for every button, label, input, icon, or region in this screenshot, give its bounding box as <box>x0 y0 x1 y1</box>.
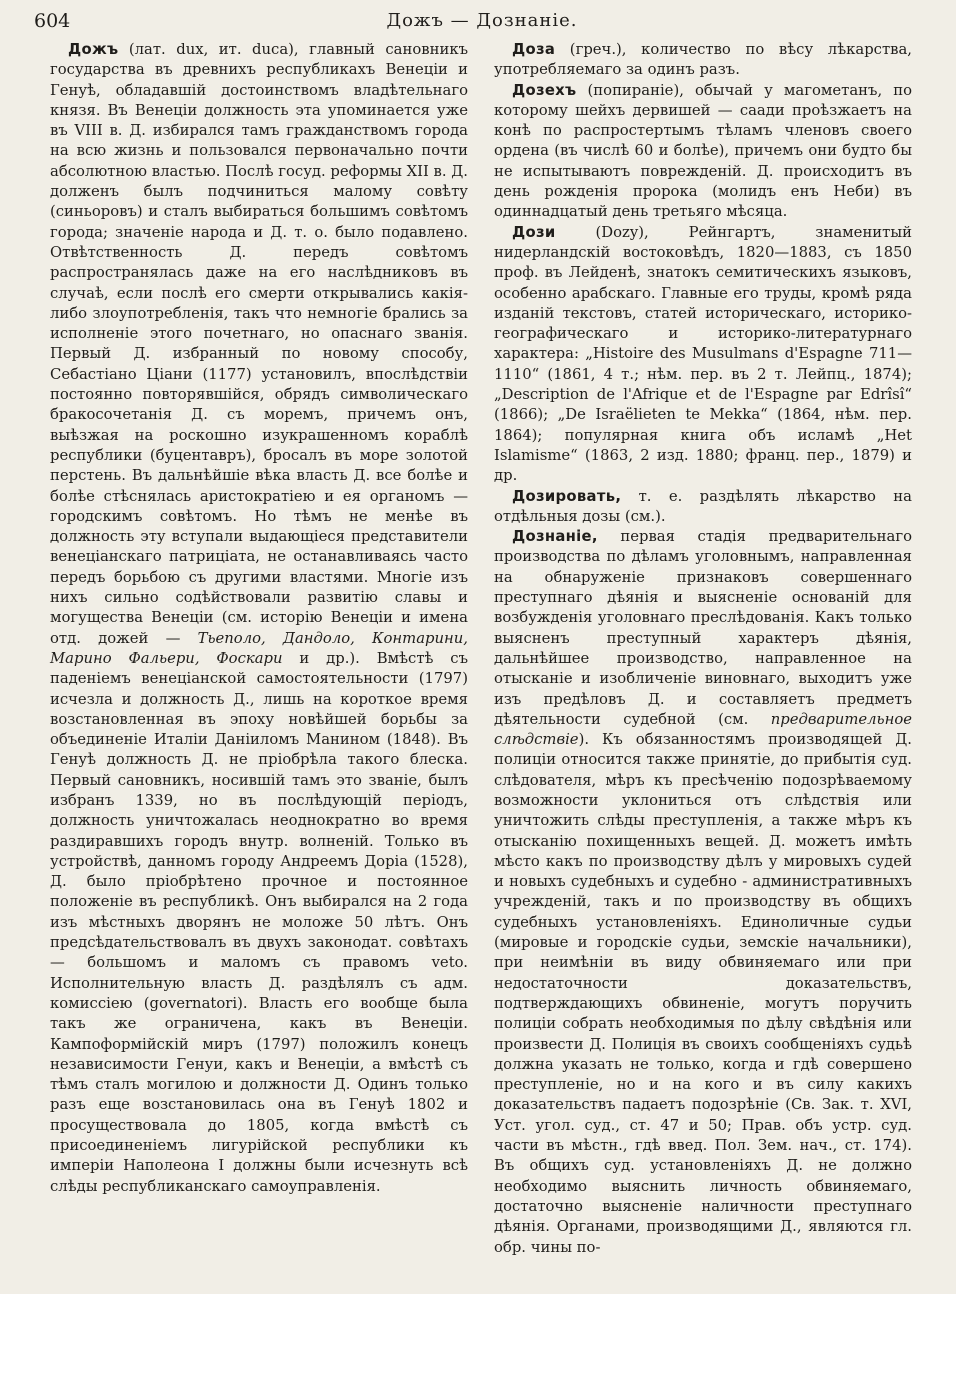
page-number: 604 <box>34 10 71 32</box>
entry-text: (греч.), количество по вѣсу лѣкарства, употребляемаго за одинъ разъ. <box>494 41 912 79</box>
entry-italic: предварительное слѣдствіе <box>494 710 912 749</box>
entry-text: (лат. dux, ит. duca), главный сановникъ государства въ древнихъ республикахъ Венеціи и Генуѣ, обладавшій достоинствомъ владѣтельнаго князя. Въ Венеціи должность эта упоминается уже въ VIII в. Д. избирался тамъ гражданствомъ города на всю жизнь и пользовался первоначально почти абсолютною властью. Послѣ госуд. реформы XII в. Д. долженъ былъ подчиниться малому совѣту (синьоровъ) и сталъ выбираться большимъ совѣтомъ города; значеніе народа и Д. т. о. было подавлено. Отвѣтственность Д. передъ совѣтомъ распространялась даже на его наслѣдниковъ въ случаѣ, если послѣ его смерти открывались какія-либо злоупотребленія, такъ что немногіе брались за исполненіе этого почетнаго, но опаснаго званія. Первый Д. избранный по новому способу, Себастіано Ціани (1177) установилъ, впослѣдствіи постоянно повторявшійся, обрядъ символическаго бракосочетанія Д. съ моремъ, причемъ онъ, выѣзжая на роскошно изукрашенномъ кораблѣ республики (буцентавръ), бросалъ въ море золотой перстень. Въ дальнѣйшіе вѣка власть Д. все болѣе и болѣе стѣснялась аристократіею и ея органомъ — городскимъ совѣтомъ. Но тѣмъ не менѣе въ должность эту вступали выдающіеся представители венеціанскаго патриціата, не останавливаясь часто передъ борьбою съ другими властями. Многіе изъ нихъ сильно содѣйствовали развитію славы и могущества Венеціи (см. исторію Венеціи и имена отд. дожей — <box>50 41 468 647</box>
page-header <box>32 6 932 36</box>
headword: Дознаніе, <box>512 528 598 546</box>
bottom-margin <box>0 1294 956 1390</box>
headword: Дозировать, <box>512 487 622 505</box>
entry-doznanie <box>494 527 912 1258</box>
headword: Доза <box>512 41 556 58</box>
entry-tail: и др.). Вмѣстѣ съ паденіемъ венеціанской самостоятельности (1797) исчезла и должность Д., лишь на короткое время возстановленная въ эпоху новѣйшей борьбы за объединеніе Италіи Даніиломъ Манином (1848). Въ Генуѣ должность Д. не пріобрѣла такого блеска. Первый сановникъ, носившій тамъ это званіе, былъ избранъ 1339, но въ послѣдующій періодъ, должность уничтожалась неоднократно во время раздиравшихъ городъ внутр. волненій. Только въ устройствѣ, данномъ городу Андреемъ Доріа (1528), Д. было пріобрѣтено прочное и постоянное положеніе въ республикѣ. Онъ выбирался на 2 года изъ мѣстныхъ дворянъ не моложе 50 лѣтъ. Онъ предсѣдательствовалъ въ двухъ законодат. совѣтахъ — большомъ и маломъ съ правомъ veto. Исполнительную власть Д. раздѣлялъ съ адм. комиссіею (governatori). Власть его вообще была такъ же ограничена, какъ въ Венеціи. Кампоформійскій миръ (1797) положилъ конецъ независимости Генуи, какъ и Венеціи, а вмѣстѣ съ тѣмъ сталъ могилою и должности Д. Одинъ только разъ еще возстановилась она въ Генуѣ 1802 и просуществовала до 1805, когда вмѣстѣ съ присоединеніемъ лигурійской республики къ имперіи Наполеона I должны были исчезнуть всѣ слѣды республиканскаго самоуправленія. <box>50 649 468 1195</box>
entry-dozh <box>50 40 468 1197</box>
left-column <box>50 40 468 1197</box>
entry-dozirovat <box>494 487 912 528</box>
running-head: Дожъ — Дознаніе. <box>386 10 578 31</box>
entry-text: первая стадія предварительнаго производства по дѣламъ уголовнымъ, направленная на обнаруженіе признаковъ совершеннаго преступнаго дѣянія и выясненіе основаній для возбужденія уголовнаго преслѣдованія. Какъ только выясненъ преступный характеръ дѣянія, дальнѣйшее производство, направленное на отысканіе и изобличеніе виновнаго, выходитъ уже изъ предѣловъ Д. и составляетъ предметъ дѣятельности судебной (см. <box>494 528 912 728</box>
entry-italic: Тьеполо, Дандоло, Контарини, Марино Фальери, Фоскари <box>50 629 468 667</box>
entry-text: (попираніе), обычай у магометанъ, по которому шейхъ дервишей — саади проѣзжаетъ на конѣ по распростертымъ тѣламъ членовъ своего ордена (въ числѣ 60 и болѣе), причемъ они будто бы не испытываютъ поврежденій. Д. происходитъ въ день рожденія пророка (молидъ енъ Неби) въ одиннадцатый день третьяго мѣсяца. <box>494 81 912 221</box>
entry-dozekh <box>494 81 912 223</box>
entry-doza <box>494 40 912 81</box>
entry-text: (Dozy), Рейнгартъ, знаменитый нидерландскій востоковѣдъ, 1820—1883, съ 1850 проф. въ Лейденѣ, знатокъ семитическихъ языковъ, особенно арабскаго. Главные его труды, кромѣ ряда изданій текстовъ, статей историческаго, историко-географическаго и историко-литературнаго характера: „Histoire des Musulmans d'Espagne 711—1110“ (1861, 4 т.; нѣм. пер. въ 2 т. Лейпц., 1874); „Description de l'Afrique et de l'Espagne par Edrîsî“ (1866); „De Israëlieten te Mekka“ (1864, нѣм. пер. 1864); популярная книга объ исламѣ „Het Islamisme“ (1863, 2 изд. 1880; франц. пер., 1879) и др. <box>494 223 912 485</box>
right-column <box>494 40 912 1258</box>
entry-text: т. е. раздѣлять лѣкарство на отдѣльныя дозы (см.). <box>494 487 912 525</box>
headword: Дози <box>512 223 556 241</box>
entry-dozi <box>494 223 912 487</box>
entry-tail: ). Къ обязанностямъ производящей Д. полиціи относится также принятіе, до прибытія суд. слѣдователя, мѣръ къ пресѣченію подозрѣваемому возможности уклониться отъ слѣдствія или уничтожить слѣды преступленія, а также мѣръ къ отысканію похищенныхъ вещей. Д. можетъ имѣть мѣсто какъ по производству дѣлъ у мировыхъ судей и новыхъ судебныхъ и судебно - административныхъ учрежденій, такъ и по производству въ общихъ судебныхъ установленіяхъ. Единоличные судьи (мировые и городскіе судьи, земскіе начальники), при неимѣніи въ виду обвиняемаго или при недостаточности доказательствъ, подтверждающихъ обвиненіе, могутъ поручить полиціи собрать необходимыя по дѣлу свѣдѣнія или произвести Д. Полиція въ своихъ сообщеніяхъ судьѣ должна указать не только, когда и гдѣ совершено преступленіе, но и на кого и въ силу какихъ доказательствъ падаетъ подозрѣніе (Св. Зак. т. XVI, Уст. угол. суд., ст. 47 и 50; Прав. объ устр. суд. части въ мѣстн., гдѣ введ. Пол. Зем. нач., ст. 174). Въ общихъ суд. установленіяхъ Д. не должно необходимо выяснить личность обвиняемаго, достаточно выясненіе наличности преступнаго дѣянія. Органами, производящими Д., являются гл. обр. чины по- <box>494 731 912 1256</box>
headword: Дозехъ <box>512 81 577 99</box>
headword: Дожъ <box>68 41 119 58</box>
